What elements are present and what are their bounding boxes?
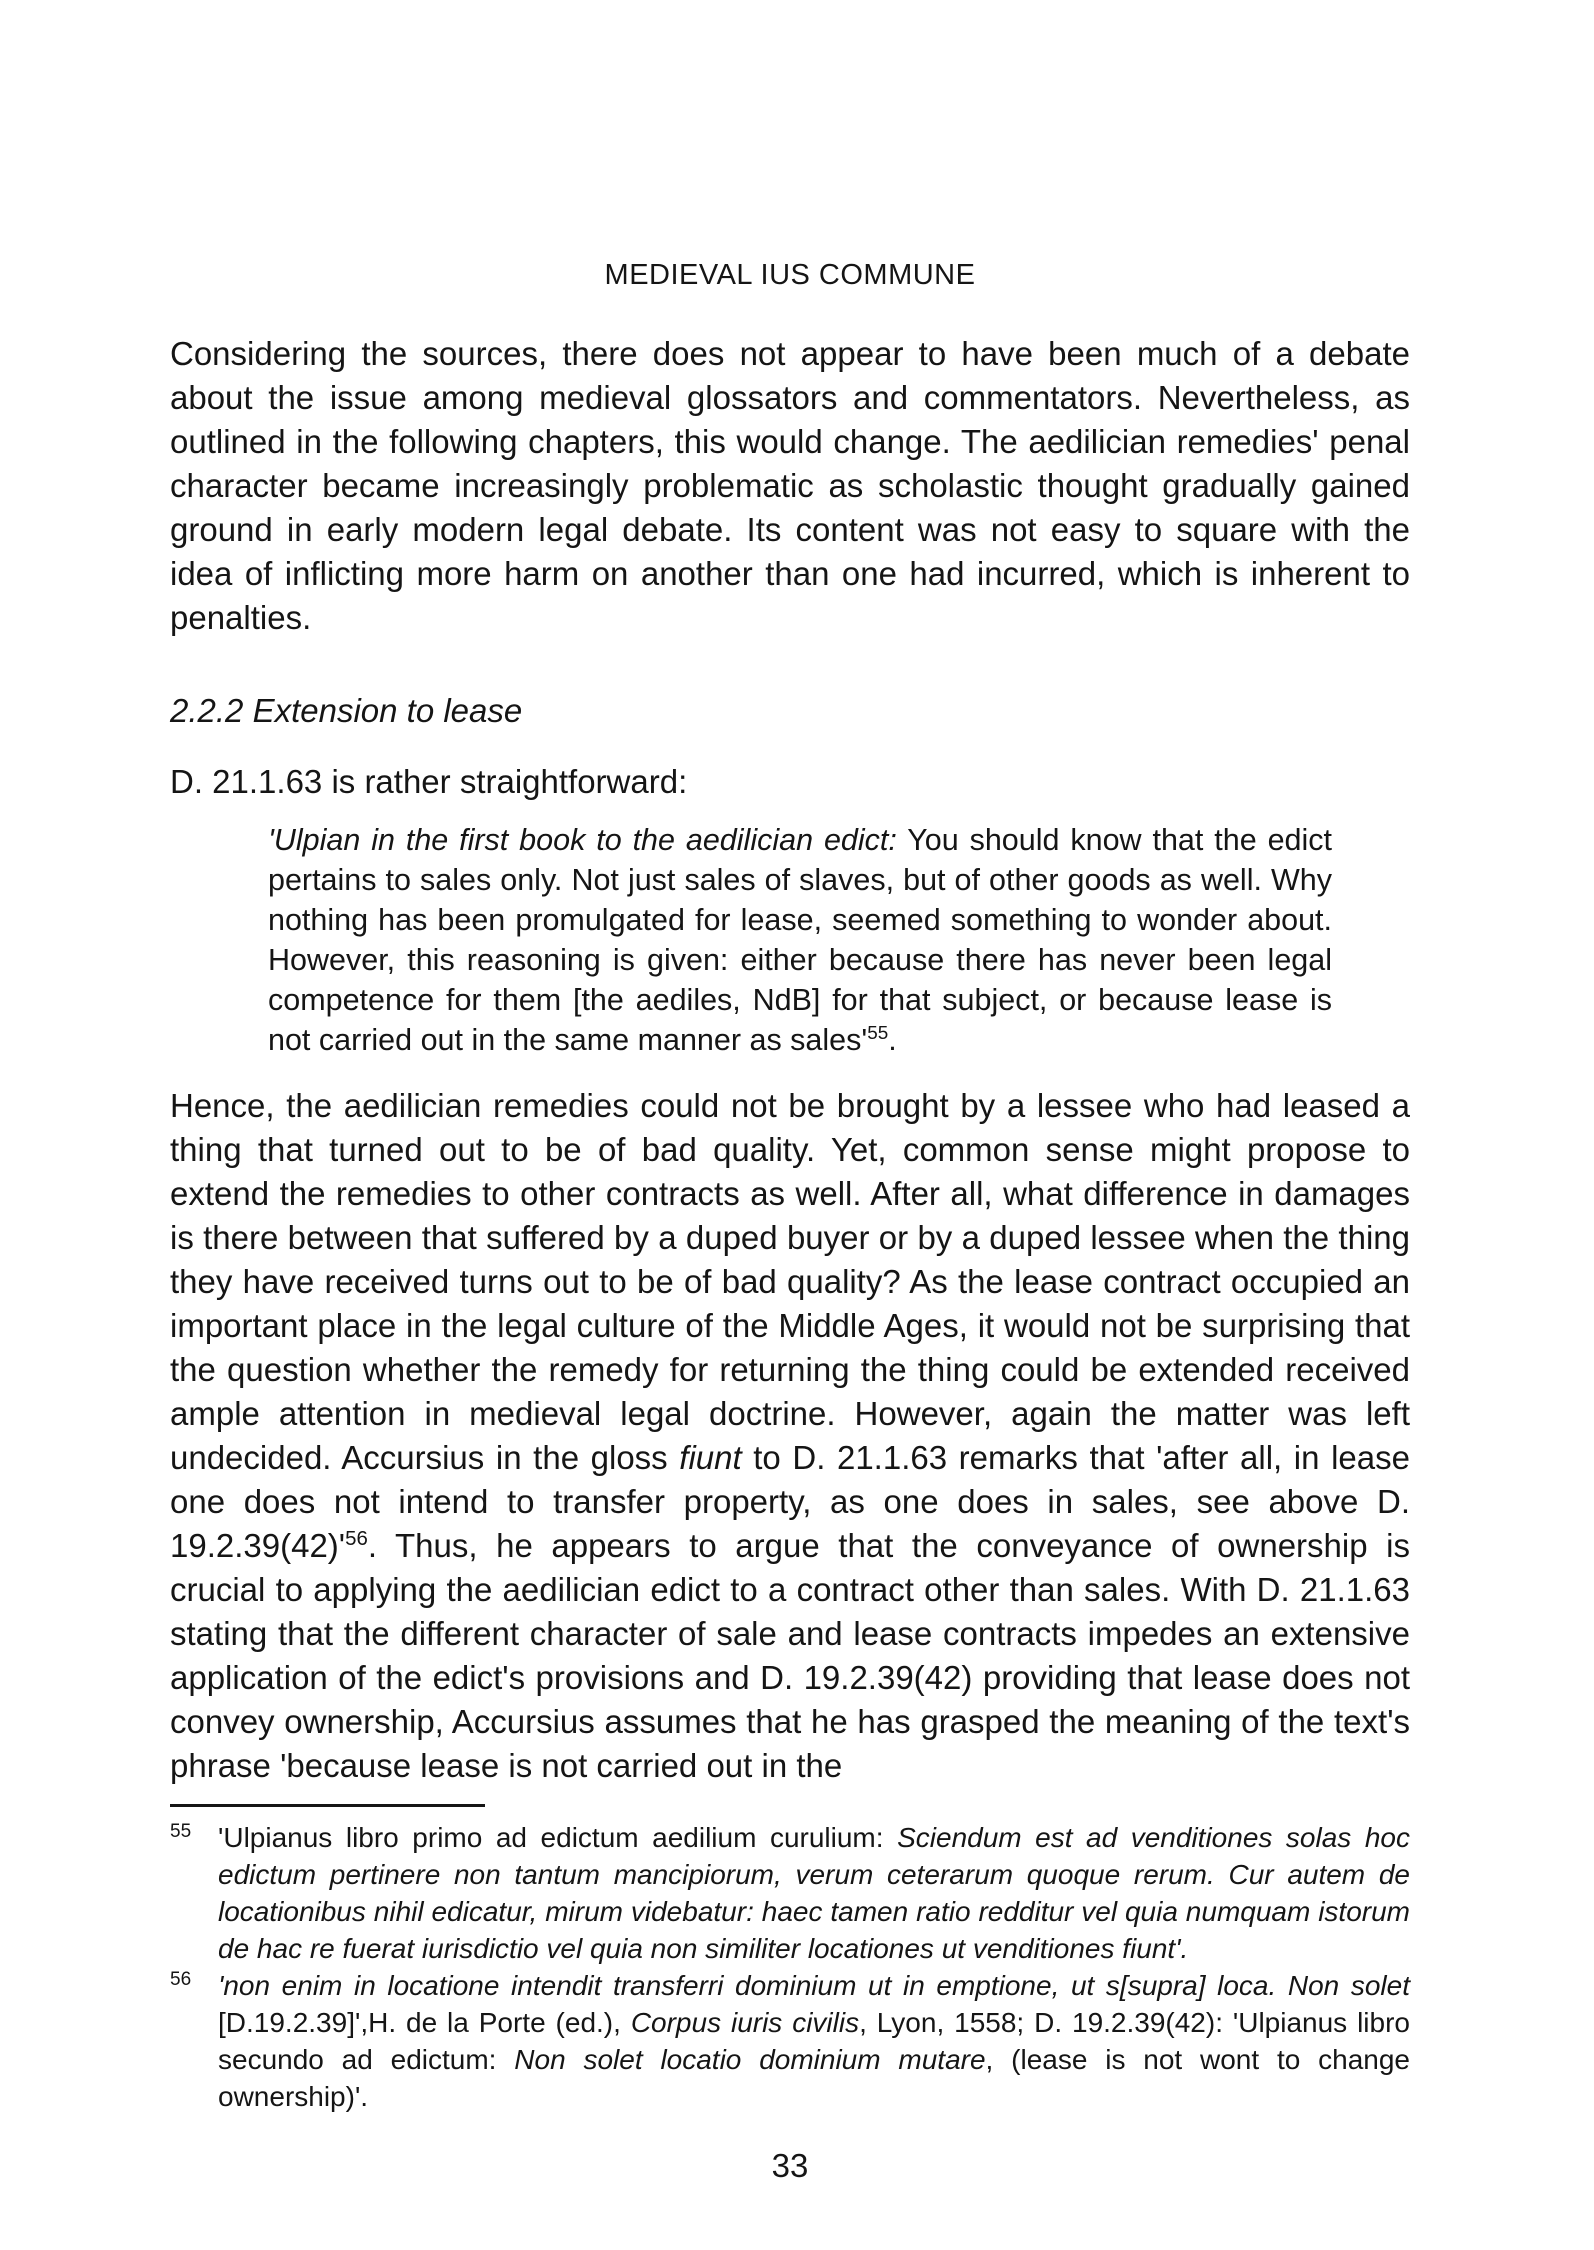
footnote-55 (170, 1819, 1410, 1967)
lead-in-sentence: D. 21.1.63 is rather straightforward: (170, 763, 688, 800)
block-quote: 'Ulpian in the first book to the aedilician edict: You should know that the edict pertains to sales only. Not just sales of slaves, but of other goods as well. Why nothing has been promulgated for lease, seemed something to wonder about. However, this reasoning is given: either because there has never been legal competence for them [the aediles, NdB] for that subject, or because lease is not carried out in the same manner as $sales'^{55}$. (268, 823, 1332, 1057)
footnote-marker-55: 55 (170, 1821, 192, 1842)
paragraph-main: Hence, the aedilician remedies could not be brought by a lessee who had leased a thing that turned out to be of bad quality. Yet, common sense might propose to extend the remedies to other contracts as well. After all, what difference in damages is there between that suffered by a duped buyer or by a duped lessee when the thing they have received turns out to be of bad quality? As the lease contract occupied an important place in the legal culture of the Middle Ages, it would not be surprising that the question whether the remedy for returning the thing could be extended received ample attention in medieval legal doctrine. However, again the matter was left undecided. Accursius in the gloss fiunt to D. 21.1.63 remarks that 'after all, in lease one does not intend to transfer property, as one does in sales, see above D. $19.2.39(42)'^{56}$. Thus, he appears to argue that the conveyance of ownership is crucial to applying the aedilician edict to a contract other than sales. With D. 21.1.63 stating that the different character of sale and lease contracts impedes an extensive application of the edict's provisions and D. 19.2.39(42) providing that lease does not convey ownership, Accursius assumes that he has grasped the meaning of the text's phrase 'because lease is not carried out in the (170, 1087, 1410, 1784)
footnotes-section (170, 1819, 1410, 2115)
footnote-separator-rule (170, 1804, 485, 1807)
page-number: 33 (771, 2147, 809, 2184)
running-header: MEDIEVAL IUS COMMUNE (604, 259, 976, 291)
paragraph-intro: Considering the sources, there does not appear to have been much of a debate about the issue among medieval glossators and commentators. Nevertheless, as outlined in the following chapters, this would change. The aedilician remedies' penal character became increasingly problematic as scholastic thought gradually gained ground in early modern legal debate. Its content was not easy to square with the idea of inflicting more harm on another than one had incurred, which is inherent to penalties. (170, 335, 1410, 636)
footnote-56 (170, 1967, 1410, 2115)
footnote-text-55: 'Ulpianus libro primo ad edictum aedilium curulium: Sciendum est ad venditiones solas hoc edictum pertinere non tantum mancipiorum, verum ceterarum quoque rerum. Cur autem de locationibus nihil edicatur, mirum videbatur: haec tamen ratio redditur vel quia numquam istorum de hac re fuerat iurisdictio vel quia non similiter locationes ut venditiones fiunt'. (218, 1822, 1410, 1964)
footnote-text-56: 'non enim in locatione intendit transferri dominium ut in emptione, ut s[supra] loca. Non solet [D.19.2.39]',H. de la Porte (ed.), Corpus iuris civilis, Lyon, 1558; D. 19.2.39(42): 'Ulpianus libro secundo ad edictum: Non solet locatio dominium mutare, (lease is not wont to change ownership)'. (218, 1970, 1411, 2112)
section-heading: 2.2.2 Extension to lease (170, 692, 523, 729)
footnote-marker-56: 56 (170, 1969, 192, 1990)
